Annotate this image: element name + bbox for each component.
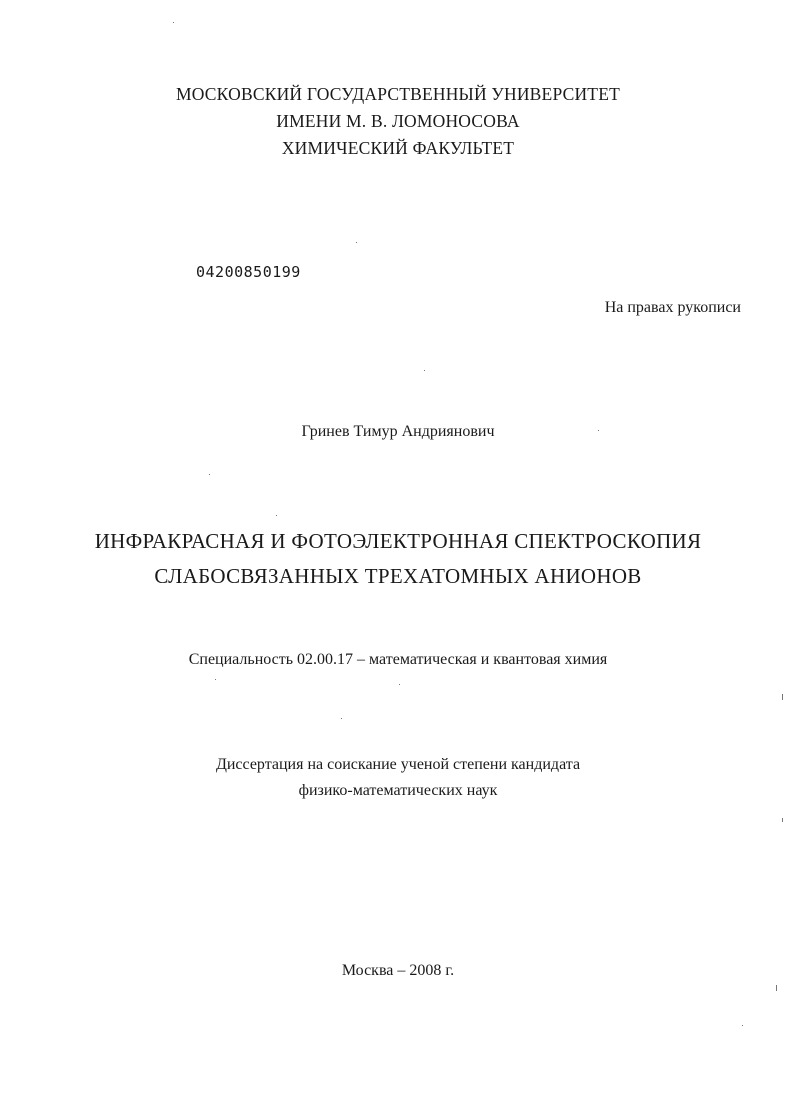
scan-speck <box>341 718 342 719</box>
scan-speck <box>209 474 210 475</box>
scan-speck <box>782 694 783 700</box>
place-and-year: Москва – 2008 г. <box>341 962 455 979</box>
scan-speck <box>742 1025 743 1026</box>
dissertation-title-line-2: СЛАБОСВЯЗАННЫХ ТРЕХАТОМНЫХ АНИОНОВ <box>154 564 642 588</box>
university-name: МОСКОВСКИЙ ГОСУДАРСТВЕННЫЙ УНИВЕРСИТЕТ <box>176 84 620 104</box>
specialty: Специальность 02.00.17 – математическая и квантовая химия <box>188 651 608 668</box>
scan-speck <box>356 242 357 243</box>
dissertation-title-line-1: ИНФРАКРАСНАЯ И ФОТОЭЛЕКТРОННАЯ СПЕКТРОСКОПИЯ <box>94 529 702 553</box>
catalog-code: 04200850199 <box>196 263 301 281</box>
scan-speck <box>399 684 400 685</box>
scan-speck <box>173 22 174 23</box>
scan-speck <box>215 679 216 680</box>
scan-speck <box>276 515 277 516</box>
scan-speck <box>776 985 777 991</box>
scan-speck <box>782 818 783 822</box>
university-subtitle: ИМЕНИ М. В. ЛОМОНОСОВА <box>276 111 520 131</box>
scan-speck <box>598 430 599 431</box>
faculty-name: ХИМИЧЕСКИЙ ФАКУЛЬТЕТ <box>281 138 515 158</box>
rights-note: На правах рукописи <box>604 299 741 316</box>
author-name: Гринев Тимур Андриянович <box>301 423 495 440</box>
degree-line-2: физико-математических наук <box>298 782 498 799</box>
scan-speck <box>424 370 425 371</box>
degree-line-1: Диссертация на соискание ученой степени кандидата <box>215 756 581 773</box>
